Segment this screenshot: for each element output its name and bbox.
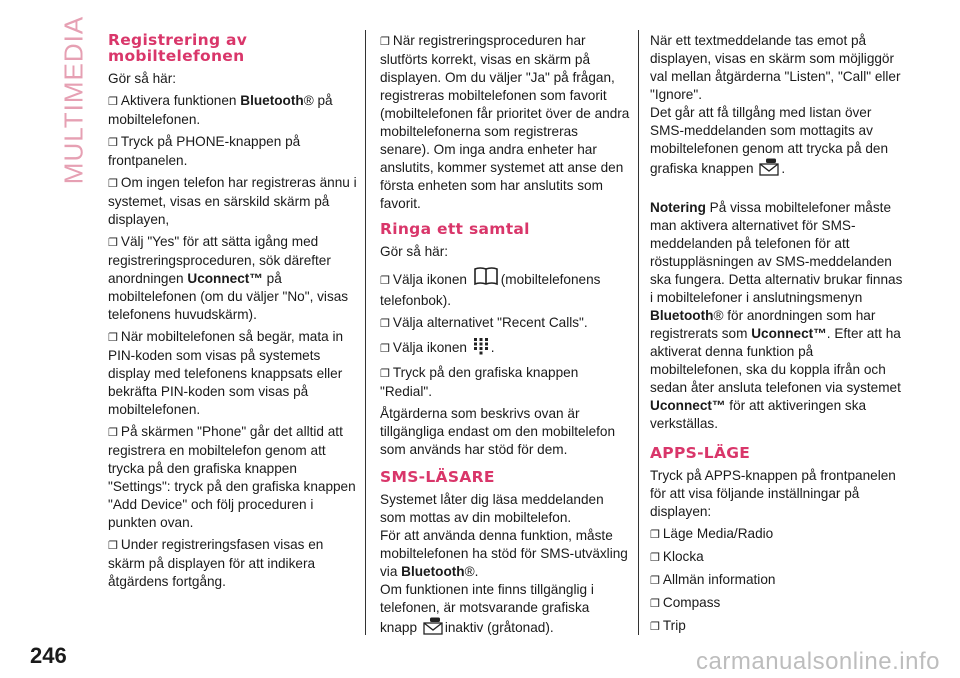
paragraph: Tryck på APPS-knappen på frontpanelen för att visa följande inställningar på displayen: [650, 468, 896, 519]
list-item: ❐ Läge Media/Radio [650, 526, 774, 541]
page-number: 246 [30, 643, 67, 668]
checkbox-icon: ❐ [108, 427, 118, 439]
checkbox-icon: ❐ [380, 275, 390, 287]
checkbox-icon: ❐ [108, 178, 118, 190]
paragraph: För att använda denna funktion, måste mobiltelefonen ha stöd för SMS-utväxling via Bluetooth®. [380, 528, 628, 579]
note-label: Notering [650, 200, 706, 215]
list-item: ❐ På skärmen "Phone" går det alltid att registrera en mobiltelefon genom att trycka på den grafiska knappen "Settings": tryck på den grafiska knappen "Add Device" och följ proceduren i punkten ovan. [108, 424, 356, 530]
checkbox-icon: ❐ [380, 36, 390, 48]
list-item: ❐ Välja ikonen (mobiltelefonens telefonbok). [380, 265, 630, 310]
heading-sms-reader: SMS-LÄSARE [380, 468, 495, 486]
sms-icon [423, 617, 443, 640]
list-item: ❐ Välj "Yes" för att sätta igång med registreringsproceduren, sök därefter anordningen Uconnect™ på mobiltelefonen (om du väljer "No", visas telefonens huvudskärm). [108, 234, 349, 322]
column-1 [108, 32, 358, 595]
checkbox-icon: ❐ [650, 575, 660, 587]
heading-registration: Registrering av mobiltelefonen [108, 31, 248, 65]
list-item: ❐ Välja alternativet "Recent Calls". [380, 315, 588, 330]
note-paragraph: Notering På vissa mobiltelefoner måste man aktivera alternativet för SMS-meddelanden på telefonen för att röstuppläsningen av SMS-meddelanden ska fungera. Detta alternativ brukar finnas i mobiltelefoner i anslutningsmenyn Bluetooth® för anordningen som har registrerats som Uconnect™. Efter att ha aktiverat denna funktion på mobiltelefonen, ska du koppla ifrån och sedan åter ansluta telefonen via systemet Uconnect™ för att aktiveringen ska verkställas. [650, 200, 903, 431]
list-item: ❐ Under registreringsfasen visas en skärm på displayen för att indikera åtgärdens fortgång. [108, 537, 324, 589]
checkbox-icon: ❐ [380, 343, 390, 355]
paragraph: När ett textmeddelande tas emot på displayen, visas en skärm som möjliggör val mellan åtgärderna "Listen", "Call" eller "Ignore". [650, 33, 901, 102]
column-divider [365, 30, 366, 635]
checkbox-icon: ❐ [108, 332, 118, 344]
checkbox-icon: ❐ [380, 318, 390, 330]
checkbox-icon: ❐ [108, 96, 118, 108]
sms-icon [759, 158, 779, 181]
list-item: ❐ Klocka [650, 549, 704, 564]
heading-make-call: Ringa ett samtal [380, 220, 530, 238]
intro-text: Gör så här: [380, 244, 448, 259]
paragraph: Systemet låter dig läsa meddelanden som mottas av din mobiltelefon. [380, 492, 604, 525]
list-item: ❐ När mobiltelefonen så begär, mata in PIN-koden som visas på systemets display med telefonens knappsats eller bekräfta PIN-koden som visas på mobiltelefonen. [108, 329, 344, 417]
checkbox-icon: ❐ [380, 368, 390, 380]
paragraph: Åtgärderna som beskrivs ovan är tillgängliga endast om den mobiltelefon som används har stöd för dem. [380, 406, 616, 457]
section-side-label: MULTIMEDIA [58, 15, 89, 185]
checkbox-icon: ❐ [650, 529, 660, 541]
checkbox-icon: ❐ [108, 137, 118, 149]
checkbox-icon: ❐ [650, 598, 660, 610]
paragraph: Det går att få tillgång med listan över SMS-meddelanden som mottagits av mobiltelefonen genom att trycka på den grafiska knappen . [650, 104, 908, 181]
list-item: ❐ Trip [650, 618, 686, 633]
list-item: ❐ Välja ikonen . [380, 337, 630, 360]
list-item: ❐ Allmän information [650, 572, 776, 587]
heading-apps-mode: APPS-LÄGE [650, 444, 751, 462]
list-item: ❐ Om ingen telefon har registreras ännu i systemet, visas en särskild skärm på displayen, [108, 175, 357, 227]
column-3 [650, 32, 908, 640]
list-item: ❐ Aktivera funktionen Bluetooth® på mobiltelefonen. [108, 93, 333, 127]
keypad-icon [473, 337, 489, 360]
list-item: ❐ Tryck på PHONE-knappen på frontpanelen. [108, 134, 301, 168]
checkbox-icon: ❐ [108, 237, 118, 249]
checkbox-icon: ❐ [650, 552, 660, 564]
column-2 [380, 32, 630, 644]
phonebook-icon [473, 265, 499, 292]
watermark: carmanualsonline.info [696, 648, 940, 675]
list-item: ❐ När registreringsproceduren har slutförts korrekt, visas en skärm på displayen. Om du väljer "Ja" på frågan, registreras mobiltelefonen som favorit (mobiltelefonen får prioritet över de andra mobiltelefonerna som registreras senare). Om inga andra enheter har anslutits, kommer systemet att anse den första enheten som har anslutits som favorit. [380, 33, 630, 211]
column-divider [638, 30, 639, 635]
checkbox-icon: ❐ [108, 540, 118, 552]
paragraph: Om funktionen inte finns tillgänglig i telefonen, är motsvarande grafiska knapp inaktiv (gråtonad). [380, 581, 630, 640]
intro-text: Gör så här: [108, 71, 176, 86]
list-item: ❐ Tryck på den grafiska knappen "Redial". [380, 365, 579, 399]
checkbox-icon: ❐ [650, 621, 660, 633]
list-item: ❐ Compass [650, 595, 721, 610]
